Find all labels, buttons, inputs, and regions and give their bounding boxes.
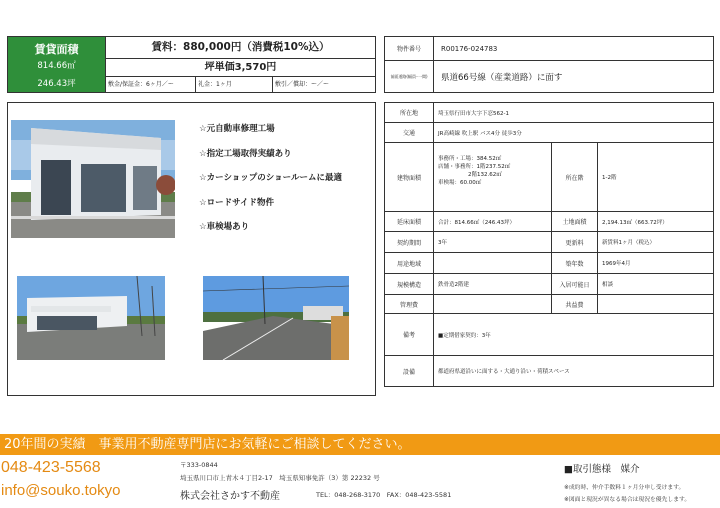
area-title: 賃貸面積 <box>34 43 79 56</box>
property-id-box <box>384 36 714 93</box>
feature-item: ☆カーショップのショールームに最適 <box>199 173 342 183</box>
footer-banner: 20年間の実績 事業用不動産専門店にお気軽にご相談してください。 <box>0 434 720 455</box>
tsubo-price: 坪単価3,570円 <box>105 59 375 77</box>
management-fee-value <box>434 295 552 313</box>
remarks-value: ■定期借家契約：3年 <box>438 332 491 339</box>
building-photo-side <box>17 276 165 360</box>
feature-list <box>199 122 342 245</box>
zoning-label: 用途地域 <box>385 253 434 273</box>
building-area-line: 車検場：60.00㎡ <box>438 180 482 186</box>
email-link[interactable]: info@souko.tokyo <box>1 482 121 499</box>
transport-value: JR高崎線 吹上駅 バス4分 徒歩3分 <box>438 130 522 137</box>
spec-row-remarks <box>385 314 713 356</box>
structure-value: 鉄骨造2階建 <box>434 274 552 294</box>
spec-row-contract <box>385 232 713 253</box>
feature-item: ☆元自動車修理工場 <box>199 124 275 134</box>
spec-row-building-area <box>385 143 713 212</box>
rent-summary <box>7 36 376 93</box>
facilities-value: 都道府県道沿いに面する・大通り沿い・荷積スペース <box>438 369 570 375</box>
spec-row-transport <box>385 123 713 143</box>
area-box <box>8 37 105 92</box>
remarks-label: 備考 <box>385 314 434 355</box>
spec-row-zoning <box>385 253 713 274</box>
renewal-value: 新賃料1ヶ月（税込） <box>602 240 655 246</box>
movein-label: 入居可能日 <box>552 274 598 294</box>
location-label: 所在地 <box>385 103 434 122</box>
building-area-line: 事務所・工場：384.52㎡ <box>438 156 502 162</box>
feature-item: ☆指定工場取得実績あり <box>199 148 292 159</box>
spec-row-facilities <box>385 356 713 386</box>
spec-row-location <box>385 103 713 123</box>
transaction-type: ■取引態様 媒介 <box>564 464 640 475</box>
facilities-label: 設備 <box>385 356 434 386</box>
total-floor-label: 延床面積 <box>385 212 434 231</box>
built-value: 1969年4月 <box>602 261 631 267</box>
building-photo-main <box>11 120 175 238</box>
rent-value: 賃料：880,000円（消費税10%込） <box>105 37 375 59</box>
zoning-value <box>434 253 552 273</box>
photo-panel <box>7 102 376 396</box>
common-fee-label: 共益費 <box>552 295 598 313</box>
floor-value: 1-2階 <box>602 175 617 181</box>
property-id-label: 物件番号 <box>385 37 434 60</box>
brokerage-note: ※成約時、仲介手数料１ヶ月分申し受けます。 <box>564 485 685 491</box>
total-floor-value: 合計：814.66㎡（246.43坪） <box>434 212 552 231</box>
structure-label: 規模構造 <box>385 274 434 294</box>
postal-code: 〒333-0844 <box>180 461 218 469</box>
road-photo <box>203 276 349 360</box>
transport-label: 交通 <box>385 123 434 142</box>
built-label: 築年数 <box>552 253 598 273</box>
spec-row-fees <box>385 295 713 314</box>
movein-value: 相談 <box>602 282 614 288</box>
spec-row-total-floor <box>385 212 713 232</box>
common-fee-value <box>598 295 713 313</box>
road-value: 県道66号線（産業道路）に面す <box>441 72 563 83</box>
property-id-value: R00176-024783 <box>441 44 498 53</box>
deposit: 敷金/保証金：6ヶ月／ー <box>106 77 196 92</box>
land-area-label: 土地面積 <box>552 212 598 231</box>
land-area-value: 2,194.13㎡（663.72坪） <box>602 219 668 226</box>
area-tsubo: 246.43坪 <box>37 79 76 89</box>
location-value: 埼玉県行田市大字下忍562-1 <box>438 110 509 117</box>
company-address: 埼玉県川口市上青木４丁目2-17 埼玉県知事免許（3）第 22232 号 <box>180 474 380 482</box>
precedence-note: ※図面と現況が異なる場合は現況を優先します。 <box>564 497 691 503</box>
building-area-value <box>434 143 552 211</box>
company-tel-fax: TEL：048-268-3170 FAX：048-423-5581 <box>316 491 452 499</box>
road-label: 前面道路(幅員･一間) <box>385 61 434 92</box>
management-fee-label: 管理費 <box>385 295 434 313</box>
feature-item: ☆車検場あり <box>199 222 250 232</box>
floor-label: 所在階 <box>552 143 598 211</box>
contract-label: 契約期間 <box>385 232 434 252</box>
feature-item: ☆ロードサイド物件 <box>199 197 275 208</box>
key-money: 礼金：1ヶ月 <box>196 77 273 92</box>
phone-number[interactable]: 048-423-5568 <box>1 459 101 476</box>
fees-row <box>105 77 375 92</box>
area-sqm: 814.66㎡ <box>37 61 76 71</box>
renewal-label: 更新料 <box>552 232 598 252</box>
amortization: 敷引／償却：ー／ー <box>275 81 330 88</box>
contract-value: 3年 <box>434 232 552 252</box>
building-area-label: 建物面積 <box>385 143 434 211</box>
property-spec-table <box>384 102 714 387</box>
building-area-line: 2階132.62㎡ <box>468 172 502 178</box>
company-name: 株式会社さかす不動産 <box>180 491 280 502</box>
spec-row-structure <box>385 274 713 295</box>
building-area-line: 店舗・事務所：1階237.52㎡ <box>438 164 511 170</box>
